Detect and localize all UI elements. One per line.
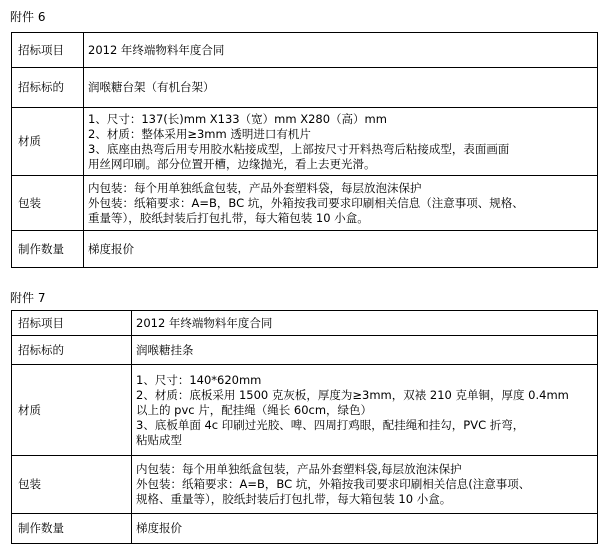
content-line: 润喉糖台架（有机台架） — [88, 80, 215, 94]
table-row — [12, 311, 598, 336]
row-label: 招标标的 — [12, 68, 84, 108]
content-line: 梯度报价 — [88, 241, 134, 256]
table-row — [12, 33, 598, 68]
table-row — [12, 514, 598, 544]
row-label: 包装 — [12, 176, 84, 231]
attachment-7-table — [11, 310, 598, 544]
content-line: 3、底座由热弯后用专用胶水粘接成型，上部按尺寸开料热弯后粘接成型，表面画面 — [88, 141, 510, 156]
row-content — [84, 33, 598, 68]
content-line: 3、底板单面 4c 印刷过光胶、啤、四周打鸡眼，配挂绳和挂勾，PVC 折弯， — [136, 417, 525, 432]
content-line: 以上的 pvc 片，配挂绳（绳长 60cm，绿色） — [136, 402, 373, 417]
content-line: 用丝网印刷。部分位置开槽，边缘抛光，看上去更光滑。 — [88, 156, 376, 171]
content-line: 外包装：纸箱要求：A=B，BC 坑，外箱按我司要求印刷相关信息(注意事项、 — [136, 477, 531, 491]
row-label: 招标项目 — [12, 33, 84, 68]
content-line: 外包装：纸箱要求：A=B，BC 坑，外箱按我司要求印刷相关信息（注意事项、规格、 — [88, 195, 524, 210]
content-line: 2、材质：整体采用≥3mm 透明进口有机片 — [88, 126, 311, 141]
table-row — [12, 108, 598, 176]
row-content — [132, 336, 598, 365]
row-label: 材质 — [12, 108, 84, 176]
content-line: 规格、重量等），胶纸封装后打包扎带，每大箱包装 10 小盒。 — [136, 492, 452, 506]
content-line: 2012 年终端物料年度合同 — [136, 315, 273, 330]
attachment-6-heading: 附件 6 — [10, 10, 46, 24]
content-line: 1、尺寸：140*620mm — [136, 372, 262, 387]
row-label: 包装 — [12, 456, 132, 514]
content-line: 重量等），胶纸封装后打包扎带，每大箱包装 10 小盒。 — [88, 210, 369, 225]
attachment-6-table — [11, 32, 598, 268]
content-line: 1、尺寸：137(长)mm X133（宽）mm X280（高）mm — [88, 111, 387, 126]
row-content — [84, 108, 598, 176]
row-label: 招标项目 — [12, 311, 132, 336]
row-label: 材质 — [12, 365, 132, 456]
row-content — [84, 176, 598, 231]
row-content — [84, 68, 598, 108]
row-label: 制作数量 — [12, 514, 132, 544]
content-line: 内包装：每个用单独纸盒包装，产品外套塑料袋,每层放泡沫保护 — [136, 462, 462, 476]
table-row — [12, 456, 598, 514]
row-label: 招标标的 — [12, 336, 132, 365]
row-content — [132, 514, 598, 544]
content-line: 梯度报价 — [136, 521, 182, 535]
attachment-7-heading: 附件 7 — [10, 291, 46, 305]
row-content — [132, 365, 598, 456]
table-row — [12, 176, 598, 231]
content-line: 2012 年终端物料年度合同 — [88, 42, 225, 57]
content-line: 2、材质：底板采用 1500 克灰板，厚度为≥3mm，双裱 210 克单铜，厚度 0.4mm — [136, 387, 569, 402]
table-row — [12, 336, 598, 365]
content-line: 内包装：每个用单独纸盒包装，产品外套塑料袋，每层放泡沫保护 — [88, 180, 422, 195]
table-row — [12, 365, 598, 456]
content-line: 粘贴成型 — [136, 432, 182, 447]
row-content — [84, 231, 598, 268]
row-label: 制作数量 — [12, 231, 84, 268]
row-content — [132, 456, 598, 514]
content-line: 润喉糖挂条 — [136, 342, 194, 357]
row-content — [132, 311, 598, 336]
table-row — [12, 231, 598, 268]
table-row — [12, 68, 598, 108]
